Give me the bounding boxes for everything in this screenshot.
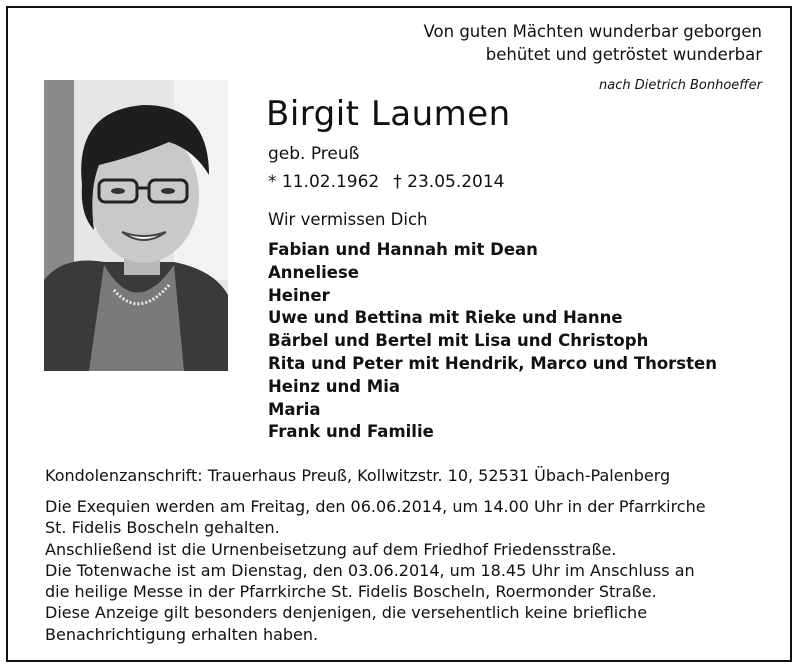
quote-author: nach Dietrich Bonhoeffer — [599, 78, 762, 93]
life-dates — [268, 172, 519, 192]
info-line: Diese Anzeige gilt besonders denjenigen, die versehentlich keine briefliche — [45, 603, 648, 623]
mourner-entry: Maria — [268, 399, 321, 419]
quote — [424, 20, 762, 66]
maiden-name: geb. Preuß — [268, 144, 360, 164]
mourner-entry: Heiner — [268, 285, 330, 305]
mourner-entry: Uwe und Bettina mit Rieke und Hanne — [268, 308, 623, 328]
deceased-name: Birgit Laumen — [266, 94, 511, 134]
portrait-photo — [44, 80, 228, 371]
condolence-address: Kondolenzanschrift: Trauerhaus Preuß, Kollwitzstr. 10, 52531 Übach-Palenberg — [45, 466, 671, 485]
info-line: Die Totenwache ist am Dienstag, den 03.06.2014, um 18.45 Uhr im Anschluss an — [45, 560, 695, 580]
mourner-entry: Bärbel und Bertel mit Lisa und Christoph — [268, 331, 649, 351]
info-line: St. Fidelis Boscheln gehalten. — [45, 518, 280, 538]
mourners-intro: Wir vermissen Dich — [268, 210, 428, 229]
mourner-entry: Anneliese — [268, 262, 359, 282]
mourner-entry: Rita und Peter mit Hendrik, Marco und Thorsten — [268, 353, 717, 373]
mourners-list — [268, 239, 717, 444]
mourner-entry: Heinz und Mia — [268, 376, 401, 396]
info-line: die heilige Messe in der Pfarrkirche St. Fidelis Boscheln, Roermonder Straße. — [45, 582, 657, 602]
mourner-entry: Fabian und Hannah mit Dean — [268, 240, 538, 259]
birth-date: * 11.02.1962 — [268, 172, 380, 192]
death-date: † 23.05.2014 — [393, 172, 505, 192]
quote-line: Von guten Mächten wunderbar geborgen — [423, 22, 762, 41]
quote-line: behütet und getröstet wunderbar — [485, 45, 762, 64]
service-info — [45, 496, 706, 645]
portrait-photo-graphic — [44, 80, 228, 371]
mourner-entry: Frank und Familie — [268, 422, 434, 442]
info-line: Anschließend ist die Urnenbeisetzung auf dem Friedhof Friedensstraße. — [45, 539, 617, 559]
info-line: Benachrichtigung erhalten haben. — [45, 624, 319, 644]
info-line: Die Exequien werden am Freitag, den 06.06.2014, um 14.00 Uhr in der Pfarrkirche — [45, 497, 706, 516]
